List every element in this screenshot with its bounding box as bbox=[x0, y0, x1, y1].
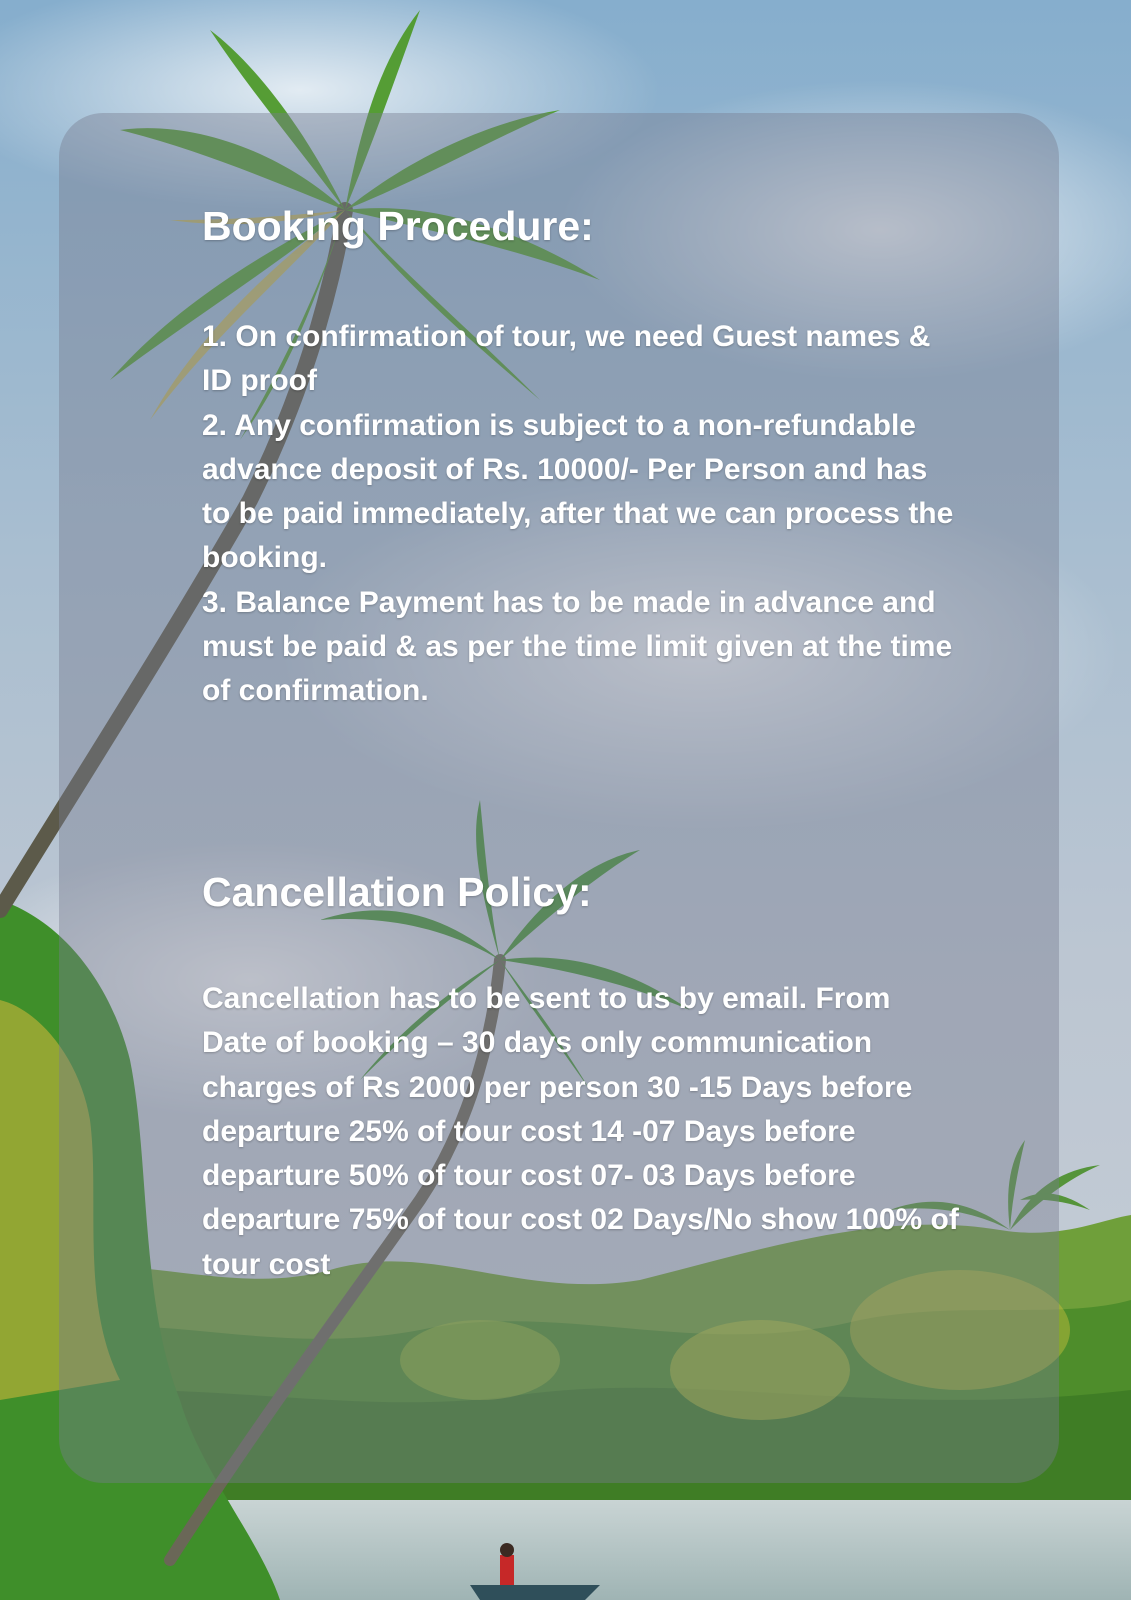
cancellation-policy-body bbox=[202, 977, 962, 1287]
booking-procedure-list bbox=[202, 315, 962, 714]
booking-step-2: 2. Any confirmation is subject to a non-refundable advance deposit of Rs. 10000/- Per Person and has to be paid immediately, after that we can process the booking. bbox=[202, 408, 954, 575]
booking-step-1: 1. On confirmation of tour, we need Guest names & ID proof bbox=[202, 320, 931, 398]
cancellation-policy-text: Cancellation has to be sent to us by email. From Date of booking – 30 days only communication charges of Rs 2000 per person 30 -15 Days before departure 25% of tour cost 14 -07 Days before departure 50% of tour cost 07- 03 Days before departure 75% of tour cost 02 Days/No show 100% of tour cost bbox=[202, 982, 959, 1281]
booking-step-3: 3. Balance Payment has to be made in advance and must be paid & as per the time limit given at the time of confirmation. bbox=[202, 585, 953, 708]
cancellation-policy-heading: Cancellation Policy: bbox=[202, 869, 592, 915]
booking-procedure-heading: Booking Procedure: bbox=[202, 203, 594, 249]
